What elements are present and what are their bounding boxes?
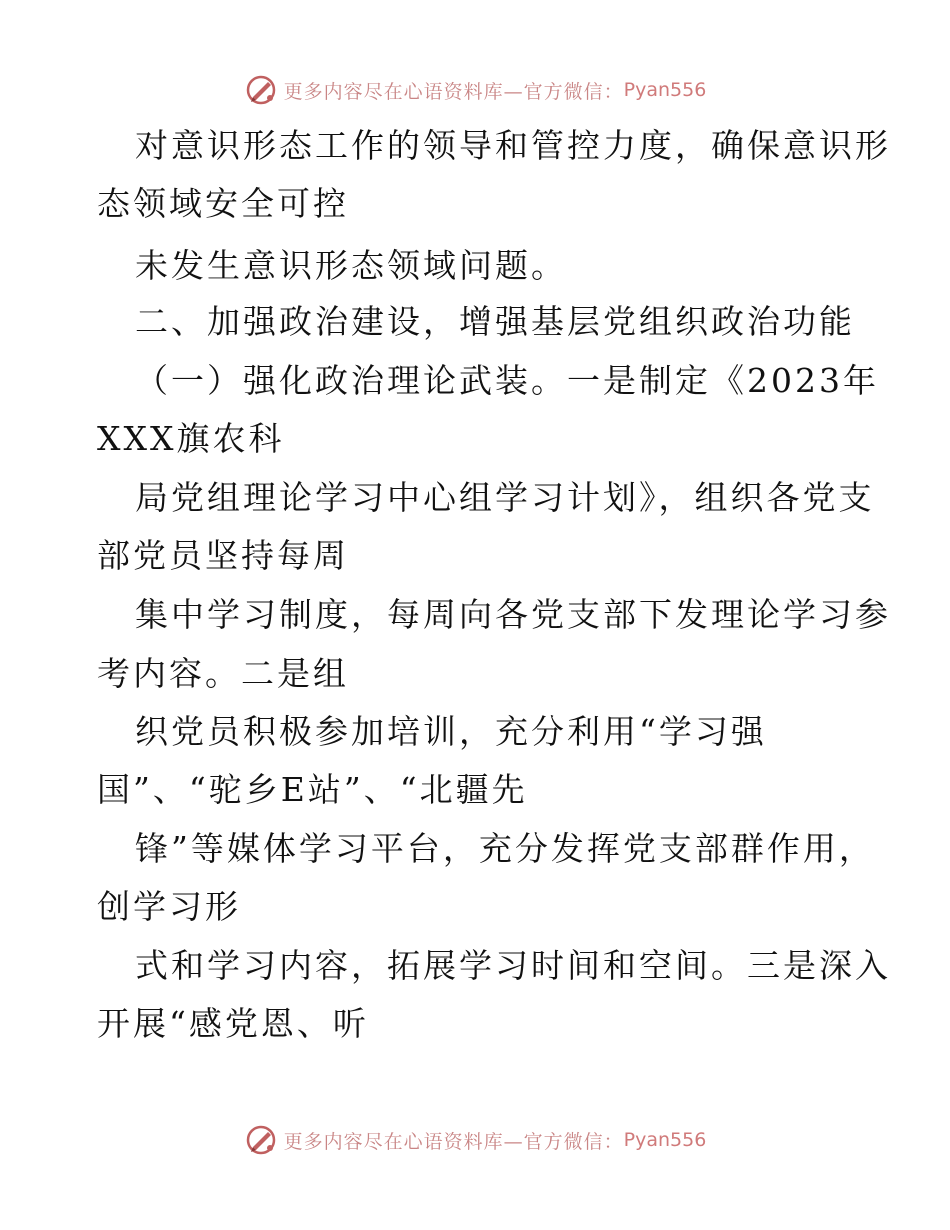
text-line: 二、加强政治建设，增强基层党组织政治功能 xyxy=(135,302,855,341)
text-line: 集中学习制度，每周向各党支部下发理论学习参 xyxy=(135,595,891,634)
text-line: 考内容。二是组 xyxy=(97,654,349,693)
footer-watermark xyxy=(0,1120,950,1160)
text-line: 对意识形态工作的领导和管控力度，确保意识形 xyxy=(135,126,891,165)
pen-seal-icon xyxy=(244,1123,278,1157)
text-line: 创学习形 xyxy=(97,887,241,926)
watermark-text: 更多内容尽在心语资料库—官方微信： xyxy=(283,80,624,103)
text-line: （一）强化政治理论武装。一是制定《2023年 xyxy=(135,361,879,400)
text-line: 部党员坚持每周 xyxy=(97,536,349,575)
header-watermark xyxy=(0,70,950,110)
text-line: 式和学习内容，拓展学习时间和空间。三是深入 xyxy=(135,946,891,985)
text-line: XXX旗农科 xyxy=(97,419,285,458)
watermark-wechat-id: Pyan556 xyxy=(623,79,707,101)
pen-seal-icon xyxy=(244,73,278,107)
text-line: 态领域安全可控 xyxy=(97,184,349,223)
text-line: 国”、“驼乡E站”、“北疆先 xyxy=(97,770,528,809)
text-line: 未发生意识形态领域问题。 xyxy=(135,246,567,285)
text-line: 开展“感党恩、听 xyxy=(97,1004,369,1043)
watermark-text: 更多内容尽在心语资料库—官方微信： xyxy=(283,1130,624,1153)
text-line: 局党组理论学习中心组学习计划》，组织各党支 xyxy=(135,478,875,517)
watermark-wechat-id: Pyan556 xyxy=(623,1129,707,1151)
text-line: 锋”等媒体学习平台，充分发挥党支部群作用， xyxy=(135,829,875,868)
text-line: 织党员积极参加培训，充分利用“学习强 xyxy=(135,712,767,751)
